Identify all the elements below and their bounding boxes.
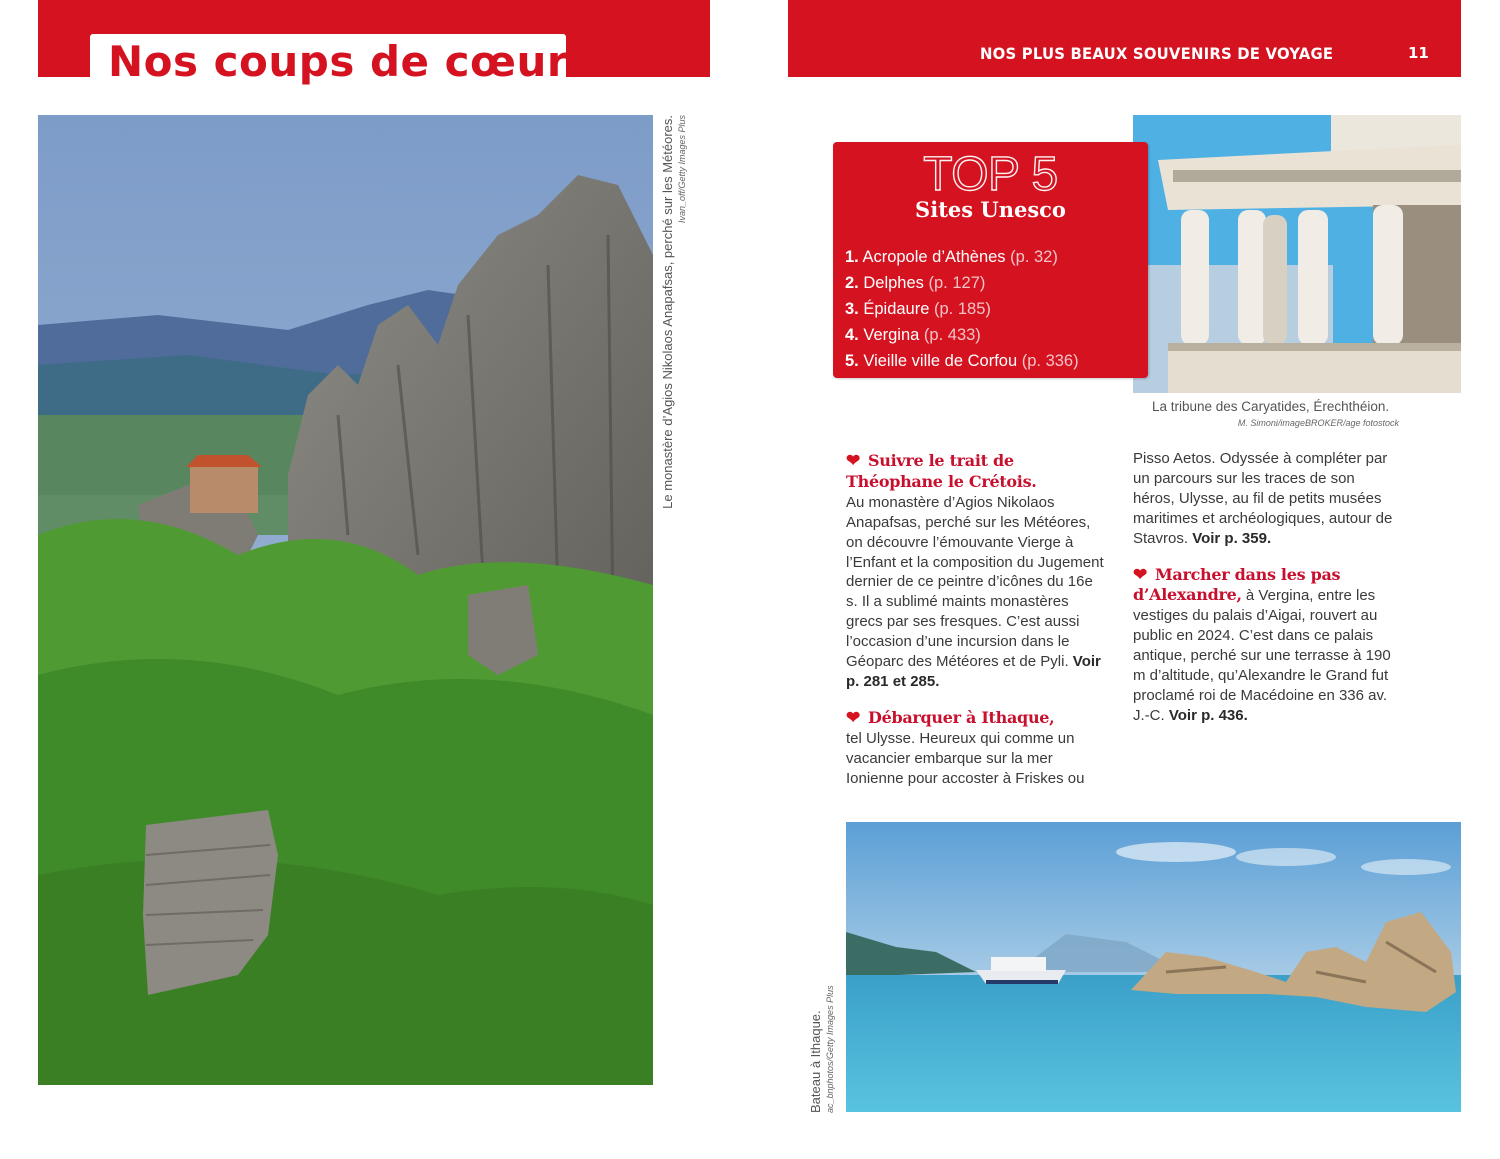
running-head: NOS PLUS BEAUX SOUVENIRS DE VOYAGE (980, 44, 1334, 63)
see-reference: Voir p. 359. (1192, 529, 1272, 547)
entry-body: tel Ulysse. Heureux qui comme un vacancier embarque sur la mer Ionienne pour accoster à Friskes ou (846, 729, 1085, 787)
entry-theophane (846, 451, 1108, 692)
list-item: 1. Acropole d’Athènes (p. 32) (845, 248, 1058, 266)
see-reference: Voir p. 281 et 285. (846, 653, 1101, 690)
text-column-2 (1133, 449, 1395, 726)
list-item: 2. Delphes (p. 127) (845, 274, 986, 292)
entry-heading: ❤ Débarquer à Ithaque, (846, 707, 1055, 728)
caryatids-photo (1133, 115, 1461, 393)
meteora-caption (660, 115, 692, 535)
caption-text: Bateau à Ithaque. (808, 1010, 823, 1113)
entry-body: à Vergina, entre les vestiges du palais d’Aigai, rouvert au public en 2024. C’est dans ce palais antique, perché sur une terrasse à 190 m d’altitude, qu’Alexandre le Grand fut proclamé roi de Macédoine en 336 av. J.-C. (1133, 587, 1391, 724)
entry-ithaque-continued (1133, 449, 1395, 549)
list-item: 3. Épidaure (p. 185) (845, 300, 991, 318)
right-header-band (788, 0, 1461, 77)
text-column-1 (846, 451, 1108, 789)
list-item: 4. Vergina (p. 433) (845, 326, 981, 344)
photo-credit: ac_bnphotos/Getty Images Plus (825, 985, 835, 1113)
entry-alexandre (1133, 565, 1395, 726)
meteora-photo (38, 115, 653, 1085)
top5-box (833, 142, 1148, 378)
top5-subtitle: Sites Unesco (915, 197, 1066, 222)
photo-credit: Ivan_off/Getty Images Plus (677, 115, 687, 224)
caryatids-caption (1133, 398, 1463, 430)
see-reference: Voir p. 436. (1168, 706, 1248, 724)
ithaca-boat-photo (846, 822, 1461, 1112)
heart-icon: ❤ (846, 707, 860, 728)
entry-ithaque (846, 708, 1108, 789)
ithaca-caption (808, 965, 844, 1113)
entry-body: Au monastère d’Agios Nikolaos Anapafsas, perché sur les Météores, on découvre l’émouvante Vierge à l’Enfant et la composition du Jugement dernier de ce peintre d’icônes du 16e s. Il a sublimé maints monastères grecs par ses fresques. C’est aussi l’occasion d’une incursion dans le Géoparc des Météores et de Pyli. (846, 493, 1104, 671)
top5-list (845, 244, 1079, 374)
entry-heading: ❤ Marcher dans les pas d’Alexandre, (1133, 564, 1341, 605)
photo-credit: M. Simoni/imageBROKER/age fotostock (1237, 418, 1399, 428)
page-title: Nos coups de cœur (108, 37, 569, 86)
top5-label: TOP 5 (923, 148, 1058, 201)
list-item: 5. Vieille ville de Corfou (p. 336) (845, 352, 1079, 370)
heart-icon: ❤ (846, 451, 860, 471)
caption-text: Le monastère d’Agios Nikolaos Anapafsas, perché sur les Météores. (660, 115, 675, 509)
heart-icon: ❤ (1133, 564, 1147, 585)
caption-text: La tribune des Caryatides, Érechthéion. (1152, 399, 1390, 414)
entry-heading: ❤ Suivre le trait de Théophane le Crétois. (846, 451, 1037, 491)
entry-body: Pisso Aetos. Odyssée à compléter par un parcours sur les traces de son héros, Ulysse, au fil de petits musées maritimes et archéologiques, autour de Stavros. (1133, 450, 1393, 547)
page-number: 11 (1408, 44, 1429, 62)
